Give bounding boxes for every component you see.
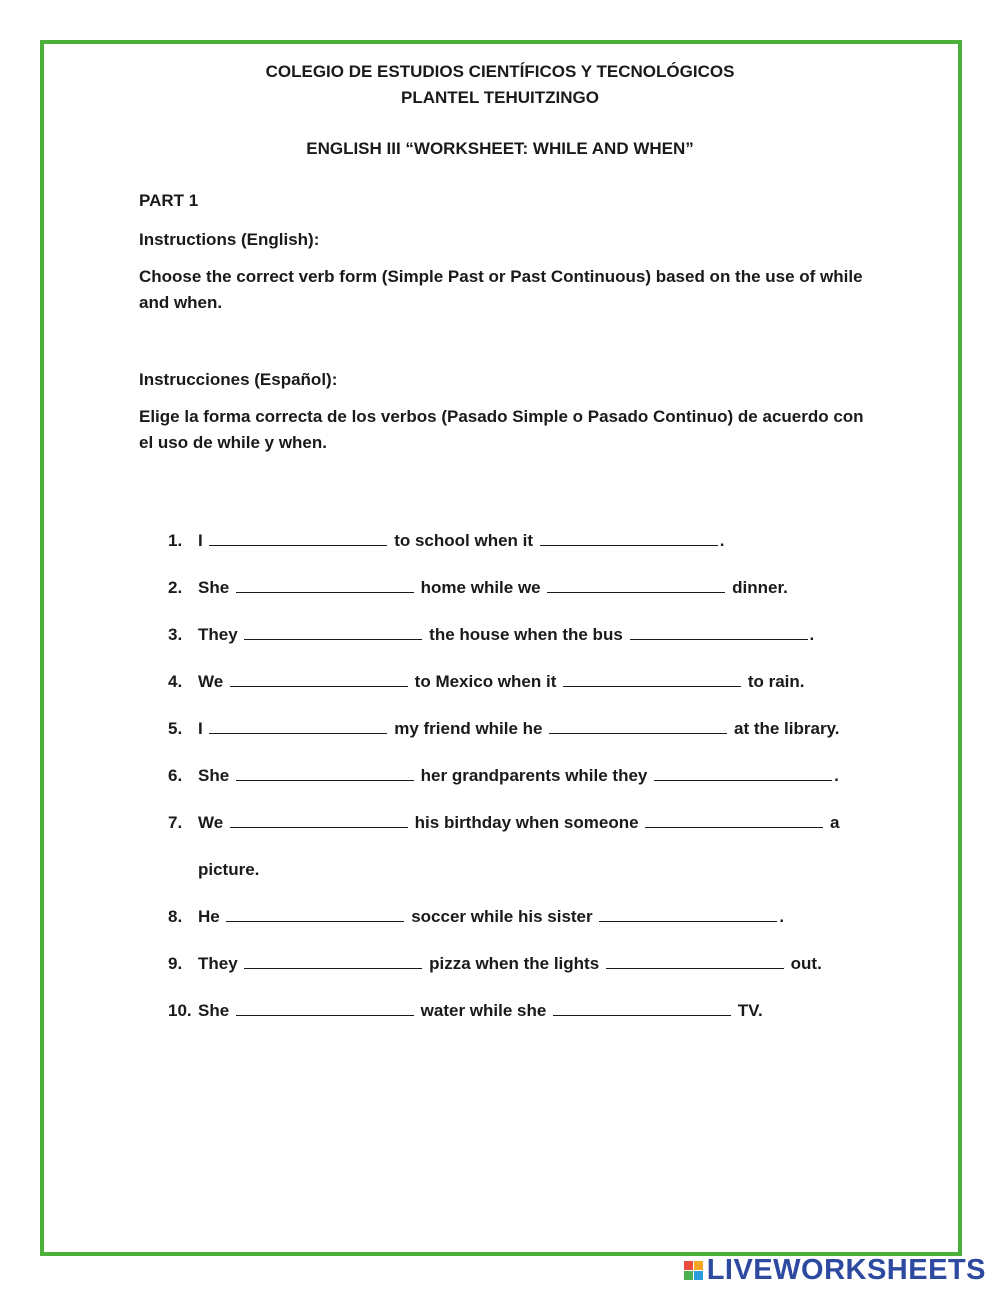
- item-middle-text: the house when the bus: [429, 625, 623, 644]
- answer-blank[interactable]: [540, 531, 718, 546]
- item-end-text: at the library.: [733, 719, 840, 738]
- item-subject: We: [198, 672, 224, 691]
- logo-tile: [684, 1271, 693, 1280]
- item-middle-text: to school when it: [394, 531, 534, 550]
- exercise-item: [168, 658, 888, 705]
- instructions-es-heading: Instrucciones (Español):: [139, 370, 338, 389]
- answer-blank[interactable]: [244, 954, 422, 969]
- item-number: 6.: [168, 766, 183, 785]
- brand-name: LIVEWORKSHEETS: [706, 1254, 986, 1286]
- answer-blank[interactable]: [230, 672, 408, 687]
- item-number: 10.: [168, 1001, 192, 1020]
- item-number: 1.: [168, 531, 183, 550]
- item-subject: She: [198, 766, 230, 785]
- item-middle-text: my friend while he: [394, 719, 543, 738]
- item-number: 8.: [168, 907, 183, 926]
- answer-blank[interactable]: [549, 719, 727, 734]
- item-middle-text: her grandparents while they: [420, 766, 648, 785]
- item-end-text: dinner.: [732, 578, 788, 597]
- item-end-text: .: [719, 531, 725, 550]
- item-subject: We: [198, 813, 224, 832]
- campus-name: PLANTEL TEHUITZINGO: [400, 88, 599, 107]
- logo-tile: [694, 1271, 703, 1280]
- item-number: 7.: [168, 813, 183, 832]
- exercise-item: [168, 705, 888, 752]
- exercise-list: [168, 517, 888, 1034]
- item-end-text: a: [830, 813, 840, 832]
- liveworksheets-brand: [684, 1254, 986, 1287]
- exercise-item: [168, 987, 888, 1034]
- exercise-item: [168, 611, 888, 658]
- item-middle-text: soccer while his sister: [411, 907, 593, 926]
- item-number: 5.: [168, 719, 183, 738]
- answer-blank[interactable]: [606, 954, 784, 969]
- worksheet-title: ENGLISH III “WORKSHEET: WHILE AND WHEN”: [306, 139, 694, 158]
- item-subject: I: [198, 719, 203, 738]
- answer-blank[interactable]: [209, 719, 387, 734]
- instructions-en-text: Choose the correct verb form (Simple Past or Past Continuous) based on the use of while and when.: [139, 267, 863, 312]
- item-number: 9.: [168, 954, 183, 973]
- item-end-text: .: [779, 907, 785, 926]
- item-end-text: out.: [790, 954, 822, 973]
- item-subject: She: [198, 578, 230, 597]
- item-end-text: .: [834, 766, 839, 785]
- instructions-es-text: Elige la forma correcta de los verbos (Pasado Simple o Pasado Continuo) de acuerdo con el uso de while y when.: [139, 407, 864, 452]
- item-end-text: .: [809, 625, 815, 644]
- item-middle-text: his birthday when someone: [414, 813, 639, 832]
- answer-blank[interactable]: [236, 578, 414, 593]
- item-subject: They: [198, 625, 238, 644]
- answer-blank[interactable]: [244, 625, 422, 640]
- answer-blank[interactable]: [654, 766, 832, 781]
- item-number: 4.: [168, 672, 183, 691]
- item-middle-text: to Mexico when it: [414, 672, 557, 691]
- item-subject: They: [198, 954, 238, 973]
- item-middle-text: water while she: [420, 1001, 547, 1020]
- exercise-item: [168, 752, 888, 799]
- exercise-item: [168, 940, 888, 987]
- item-end-text: to rain.: [747, 672, 805, 691]
- part-heading: PART 1: [139, 191, 199, 210]
- item-subject: She: [198, 1001, 230, 1020]
- exercise-item: [168, 517, 888, 564]
- item-middle-text: pizza when the lights: [429, 954, 600, 973]
- answer-blank[interactable]: [599, 907, 777, 922]
- logo-tile: [684, 1261, 693, 1270]
- item-number: 2.: [168, 578, 183, 597]
- item-continuation: picture.: [198, 860, 260, 879]
- exercise-item: [168, 799, 888, 893]
- logo-tile: [694, 1261, 703, 1270]
- item-number: 3.: [168, 625, 183, 644]
- liveworksheets-logo-icon: [684, 1261, 703, 1280]
- item-subject: He: [198, 907, 220, 926]
- exercise-item: [168, 564, 888, 611]
- instructions-en-heading: Instructions (English):: [139, 230, 320, 249]
- item-middle-text: home while we: [420, 578, 541, 597]
- answer-blank[interactable]: [645, 813, 823, 828]
- answer-blank[interactable]: [236, 1001, 414, 1016]
- school-name: COLEGIO DE ESTUDIOS CIENTÍFICOS Y TECNOLÓGICOS: [265, 62, 735, 81]
- item-subject: I: [198, 531, 203, 550]
- item-end-text: TV.: [737, 1001, 763, 1020]
- answer-blank[interactable]: [209, 531, 387, 546]
- answer-blank[interactable]: [547, 578, 725, 593]
- answer-blank[interactable]: [230, 813, 408, 828]
- answer-blank[interactable]: [226, 907, 404, 922]
- exercise-item: [168, 893, 888, 940]
- answer-blank[interactable]: [630, 625, 808, 640]
- answer-blank[interactable]: [553, 1001, 731, 1016]
- answer-blank[interactable]: [236, 766, 414, 781]
- answer-blank[interactable]: [563, 672, 741, 687]
